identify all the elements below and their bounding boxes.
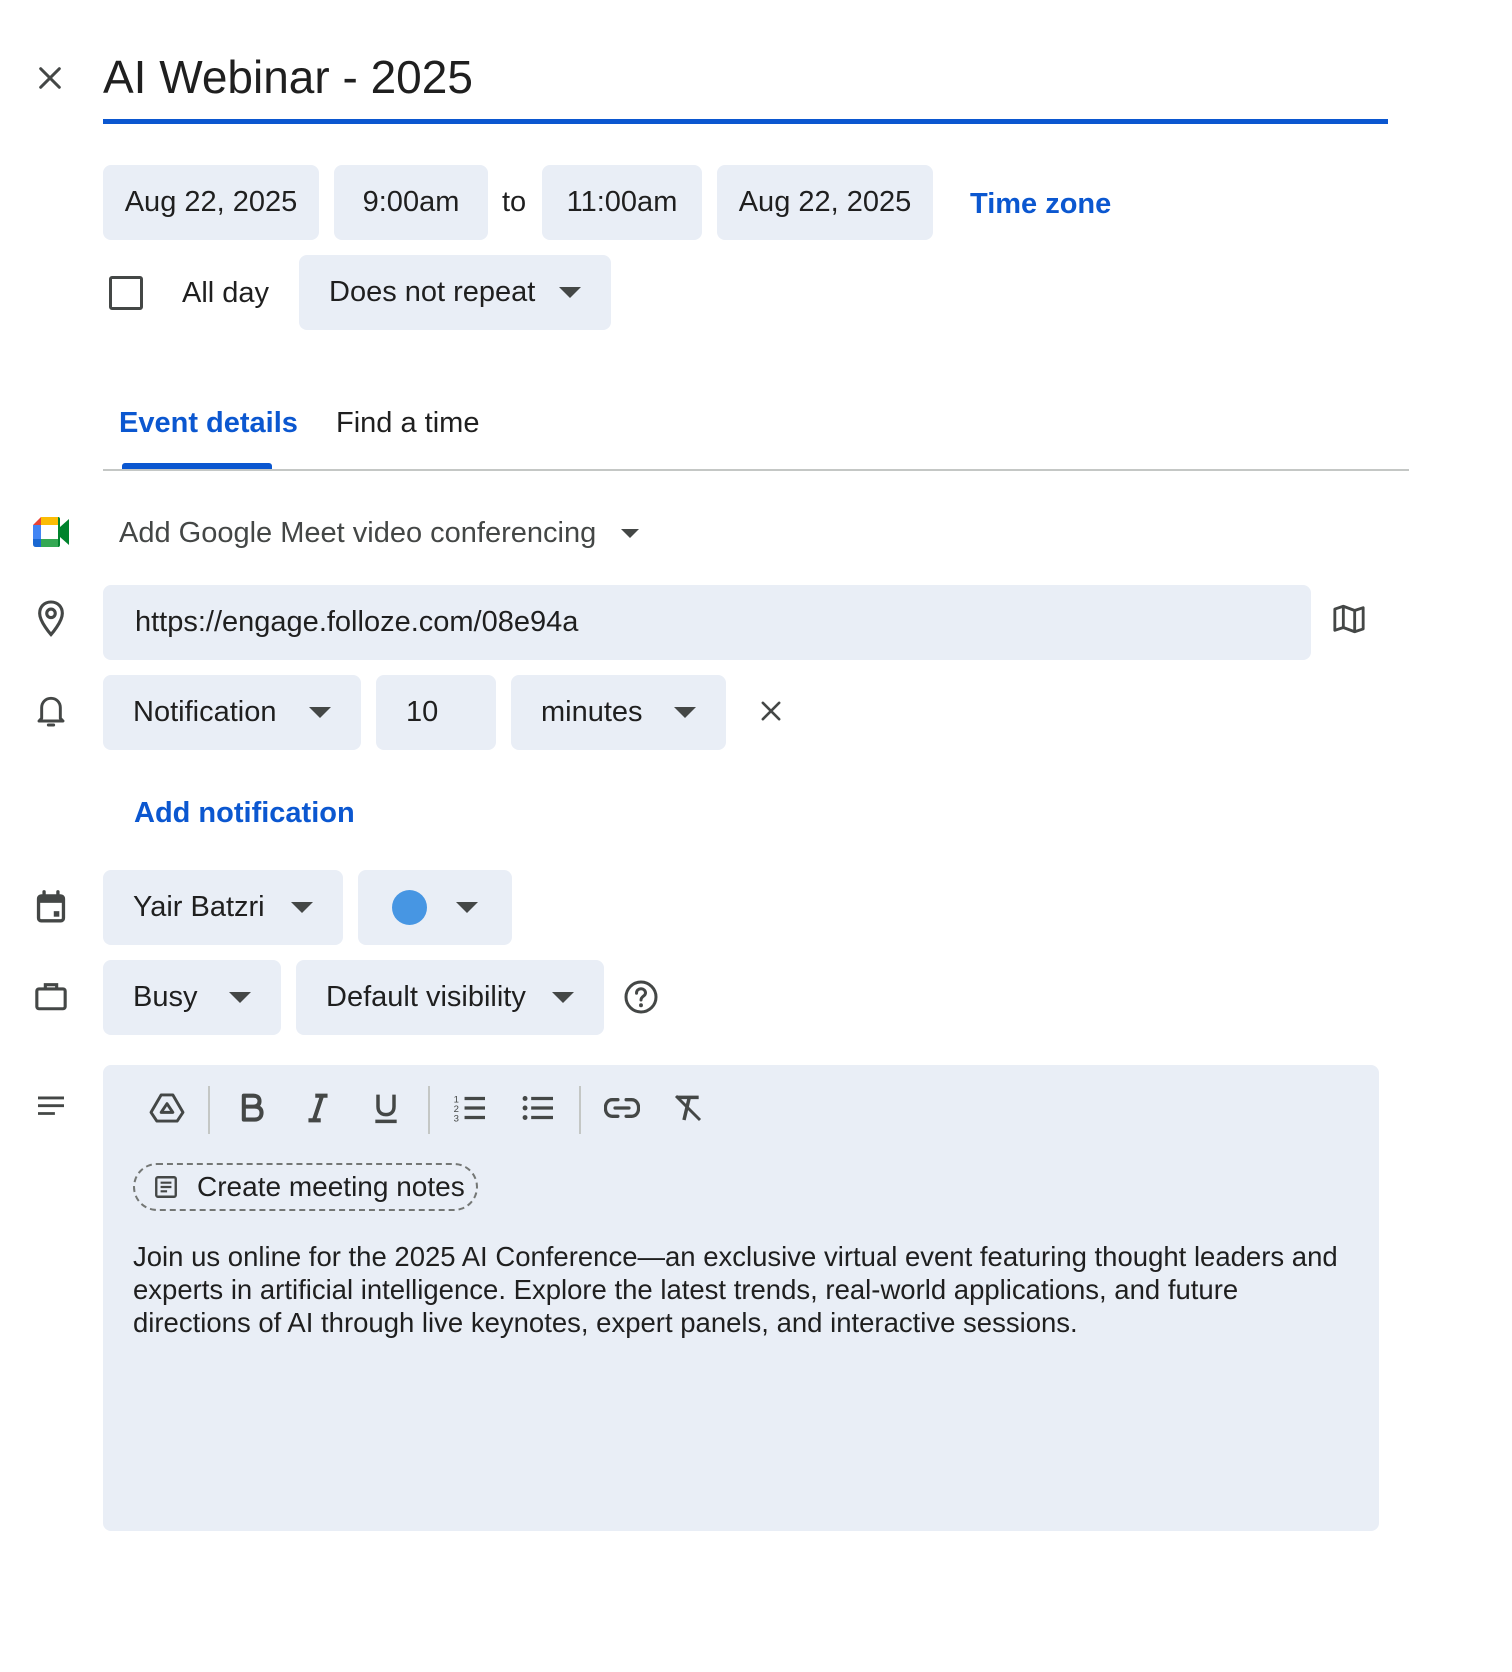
briefcase-icon xyxy=(30,975,72,1017)
availability-dropdown[interactable] xyxy=(103,960,281,1035)
location-value: https://engage.folloze.com/08e94a xyxy=(135,606,579,638)
repeat-value: Does not repeat xyxy=(329,276,536,308)
chevron-down-icon xyxy=(456,902,478,913)
toolbar-separator xyxy=(208,1086,210,1134)
start-time-field[interactable] xyxy=(334,165,488,240)
to-label: to xyxy=(502,186,527,218)
notification-amount-value: 10 xyxy=(406,696,439,728)
numbered-list-button[interactable] xyxy=(448,1086,492,1130)
event-color-swatch xyxy=(392,890,427,925)
google-meet-icon xyxy=(30,511,72,553)
map-button[interactable] xyxy=(1328,598,1370,640)
close-button[interactable] xyxy=(28,56,72,100)
description-text: Join us online for the 2025 AI Conference—an exclusive virtual event featuring thought leaders and experts in artificial intelligence. Explore the latest trends, real-world applications, and future directions of AI through live keynotes, expert panels, and interactive sessions. xyxy=(133,1241,1338,1338)
notes-icon xyxy=(153,1174,179,1200)
event-title-input[interactable] xyxy=(103,40,1388,124)
create-meeting-notes-button[interactable] xyxy=(133,1163,478,1211)
map-icon xyxy=(1332,603,1366,635)
event-title-text: AI Webinar - 2025 xyxy=(103,51,473,103)
end-date-text: Aug 22, 2025 xyxy=(738,186,912,218)
location-input[interactable] xyxy=(103,585,1311,660)
bulleted-list-button[interactable] xyxy=(516,1086,560,1130)
google-drive-icon xyxy=(149,1092,185,1124)
visibility-dropdown[interactable] xyxy=(296,960,604,1035)
chevron-down-icon xyxy=(674,707,696,718)
availability-value: Busy xyxy=(133,981,198,1013)
insert-link-button[interactable] xyxy=(600,1086,644,1130)
tabs-divider xyxy=(103,469,1409,471)
underline-icon xyxy=(373,1092,399,1124)
clear-formatting-button[interactable] xyxy=(666,1086,710,1130)
chevron-down-icon xyxy=(229,992,251,1003)
notification-type-value: Notification xyxy=(133,696,277,728)
svg-text:2: 2 xyxy=(453,1104,459,1116)
toolbar-separator xyxy=(428,1086,430,1134)
chevron-down-icon xyxy=(621,529,639,538)
italic-button[interactable] xyxy=(296,1086,340,1130)
italic-icon xyxy=(305,1093,331,1123)
bulleted-list-icon xyxy=(521,1093,555,1123)
close-icon xyxy=(34,62,66,94)
end-time-field[interactable] xyxy=(542,165,702,240)
location-pin-icon xyxy=(30,598,72,640)
repeat-dropdown[interactable] xyxy=(299,255,611,330)
add-notification-link[interactable]: Add notification xyxy=(134,797,355,829)
create-meeting-notes-label: Create meeting notes xyxy=(197,1171,465,1202)
start-date-field[interactable] xyxy=(103,165,319,240)
calendar-icon xyxy=(30,886,72,928)
end-time-text: 11:00am xyxy=(566,186,678,218)
chevron-down-icon xyxy=(559,287,581,298)
notification-amount-input[interactable] xyxy=(376,675,496,750)
bold-icon xyxy=(239,1093,265,1123)
description-icon xyxy=(30,1086,72,1128)
start-time-text: 9:00am xyxy=(362,186,460,218)
event-color-dropdown[interactable] xyxy=(358,870,512,945)
visibility-value: Default visibility xyxy=(326,981,526,1013)
calendar-owner-dropdown[interactable] xyxy=(103,870,343,945)
notification-unit-value: minutes xyxy=(541,696,643,728)
link-icon xyxy=(604,1096,640,1120)
conferencing-label: Add Google Meet video conferencing xyxy=(119,516,597,549)
add-conferencing-dropdown[interactable] xyxy=(119,510,639,556)
start-date-text: Aug 22, 2025 xyxy=(124,186,298,218)
chevron-down-icon xyxy=(291,902,313,913)
all-day-checkbox[interactable] xyxy=(109,276,143,310)
underline-button[interactable] xyxy=(364,1086,408,1130)
time-zone-link[interactable]: Time zone xyxy=(970,188,1112,220)
calendar-owner-value: Yair Batzri xyxy=(133,891,265,923)
svg-text:3: 3 xyxy=(453,1113,459,1123)
chevron-down-icon xyxy=(309,707,331,718)
end-date-field[interactable] xyxy=(717,165,933,240)
notification-type-dropdown[interactable] xyxy=(103,675,361,750)
remove-notification-button[interactable] xyxy=(750,690,792,732)
google-drive-button[interactable] xyxy=(145,1086,189,1130)
bold-button[interactable] xyxy=(230,1086,274,1130)
svg-text:1: 1 xyxy=(453,1094,459,1106)
help-icon xyxy=(623,979,659,1015)
toolbar-separator xyxy=(579,1086,581,1134)
visibility-help-button[interactable] xyxy=(620,976,662,1018)
notification-unit-dropdown[interactable] xyxy=(511,675,726,750)
numbered-list-icon xyxy=(453,1093,487,1123)
close-icon xyxy=(757,697,785,725)
clear-formatting-icon xyxy=(672,1093,704,1123)
chevron-down-icon xyxy=(552,992,574,1003)
tab-event-details[interactable]: Event details xyxy=(119,407,298,439)
bell-icon xyxy=(30,690,72,732)
tab-find-a-time[interactable]: Find a time xyxy=(336,407,480,439)
all-day-label: All day xyxy=(182,277,270,309)
